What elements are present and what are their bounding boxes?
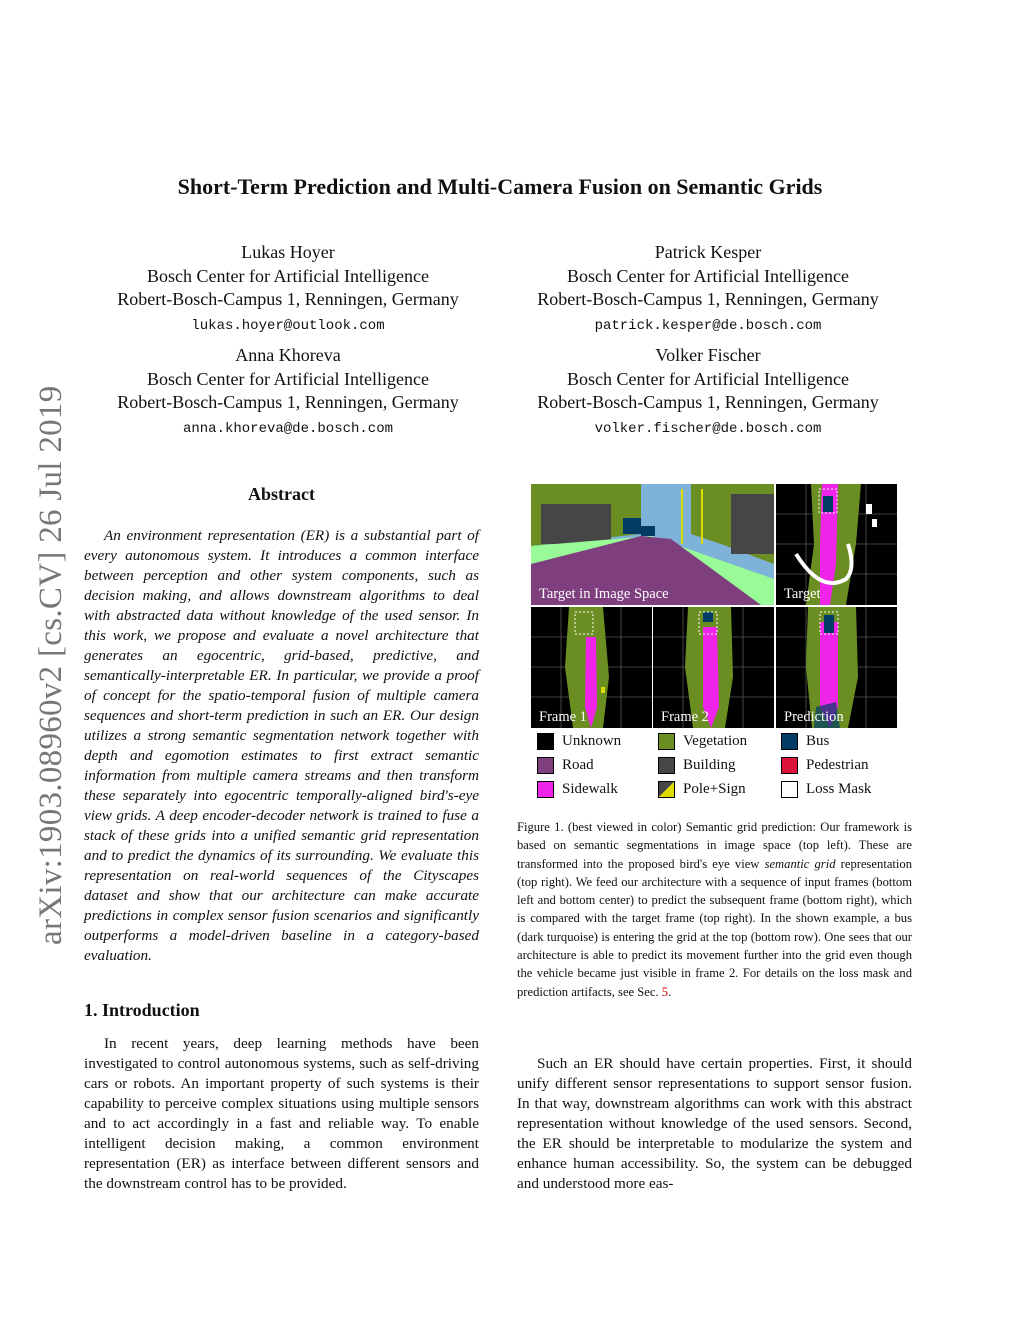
legend-label: Sidewalk [562,781,618,797]
legend-label: Building [683,757,736,773]
legend-label: Road [562,757,594,773]
panel-frame-2 [653,607,774,728]
panel-label: Frame 1 [539,709,587,725]
panel-label: Target in Image Space [539,586,669,602]
legend-item [658,781,746,798]
panel-target [776,484,897,605]
figure-1 [531,484,897,728]
legend-item [658,757,736,774]
legend-label: Unknown [562,733,622,749]
panel-label: Prediction [784,709,844,725]
author-name: Patrick Kesper [654,242,762,262]
author-email[interactable]: patrick.kesper@de.bosch.com [594,317,822,334]
legend-item [537,781,618,798]
legend-item [781,781,871,798]
legend-swatch [658,781,675,798]
legend-swatch [537,781,554,798]
caption-text: . [668,984,672,999]
legend-label: Vegetation [683,733,748,749]
legend-item [537,733,621,750]
section-reference-link[interactable]: 5 [661,984,669,999]
author-affiliation: Bosch Center for Artificial Intelligence [567,265,849,286]
author-email[interactable]: volker.fischer@de.bosch.com [594,420,822,437]
legend-swatch [537,757,554,774]
author-name: Volker Fischer [655,345,761,365]
author-name: Lukas Hoyer [241,242,335,262]
section-heading: 1. Introduction [84,1000,200,1020]
legend-item [781,757,868,774]
paper-title: Short-Term Prediction and Multi-Camera Fusion on Semantic Grids [177,174,823,199]
panel-label: Frame 2 [661,709,709,725]
legend-item [658,733,747,750]
author-block-3 [78,344,498,441]
legend-label: Loss Mask [806,781,872,797]
panel-frame-1 [531,607,652,728]
abstract-text: An environment representation (ER) is a substantial part of every autonomous system. It introduces a common interface between perception and other system components, such as decision making, and allows downstream algorithms to deal with abstracted data without knowledge of the used sensor. In this work, we propose and evaluate a novel architecture that generates an egocentric, grid-based, predictive, and semantically-interpretable ER. In particular, we provide a proof of concept for the spatio-temporal fusion of multiple camera sequences and short-term prediction in such an ER. Our design utilizes a strong semantic segmentation network together with depth and egomotion estimates to first extract semantic information from multiple camera streams and then transform these separately into egocentric temporally-aligned bird's-eye view grids. A deep encoder-decoder network is trained to fuse a stack of these grids into a unified semantic grid representation and to predict the dynamics of its surrounding. We evaluate this representation on real-world sequences of the Cityscapes dataset and show that our architecture can make accurate predictions in complex sensor fusion scenarios and significantly outperforms a model-driven baseline in a category-based evaluation. [84,527,479,964]
legend-item [537,757,594,774]
author-block-2 [498,241,918,338]
legend-swatch [781,781,798,798]
panel-label: Target [784,586,821,602]
author-address: Robert-Bosch-Campus 1, Renningen, Germany [117,289,459,309]
legend-label: Pole+Sign [683,781,746,797]
legend-label: Pedestrian [806,757,869,773]
author-block-4 [498,344,918,441]
author-block-1 [78,241,498,338]
legend-swatch [781,757,798,774]
abstract-heading: Abstract [248,484,315,504]
author-email[interactable]: lukas.hoyer@outlook.com [191,317,385,334]
panel-prediction [776,607,897,728]
legend-swatch [537,733,554,750]
legend-swatch [781,733,798,750]
figure-caption [517,818,912,1001]
author-address: Robert-Bosch-Campus 1, Renningen, Germany [537,392,879,412]
author-name: Anna Khoreva [235,345,341,365]
caption-emphasis: semantic grid [764,856,836,871]
author-affiliation: Bosch Center for Artificial Intelligence [567,368,849,389]
author-affiliation: Bosch Center for Artificial Intelligence [147,265,429,286]
author-address: Robert-Bosch-Campus 1, Renningen, Germany [537,289,879,309]
legend-swatch [658,733,675,750]
caption-text: Figure 1. (best viewed in color) Semantic grid prediction: Our framework is based on semantic segmentations in image space (top left). These are transformed into the proposed bird's eye view [517,820,912,871]
author-affiliation: Bosch Center for Artificial Intelligence [147,368,429,389]
panel-image-space [531,484,774,605]
author-address: Robert-Bosch-Campus 1, Renningen, Germany [117,392,459,412]
caption-text: representation (top right). We feed our architecture with a sequence of input frames (bottom left and bottom center) to predict the subsequent frame (bottom right), which is compared with the target frame (top right). In the shown example, a bus (dark turquoise) is entering the grid at the top (bottom row). One sees that our architecture is able to predict its movement further into the grid even though the vehicle became just visible in frame 2. For details on the loss mask and prediction artifacts, see Sec. [517,856,912,999]
author-email[interactable]: anna.khoreva@de.bosch.com [182,420,394,437]
intro-paragraph-left: In recent years, deep learning methods have been investigated to control autonomous systems, such as self-driving cars or robots. An important property of such systems is their capability to perceive complex situations using multiple sensors and to act accordingly in a fast and reliable way. To enable intelligent decision making, a common environment representation (ER) as interface between different sensors and the downstream control has to be provided. [84,1035,479,1192]
arxiv-identifier: arXiv:1903.08960v2 [cs.CV] 26 Jul 2019 [33,385,69,945]
legend-label: Bus [806,733,830,749]
intro-paragraph-right: Such an ER should have certain properties. First, it should unify different sensor representations to support sensor fusion. In that way, downstream algorithms can work with this abstract representation without knowledge of the used sensors. Second, the ER should be interpretable to modularize the system and enhance human accessibility. So, the system can be debugged and understood more eas- [517,1055,912,1192]
legend-swatch [658,757,675,774]
legend-item [781,733,829,750]
